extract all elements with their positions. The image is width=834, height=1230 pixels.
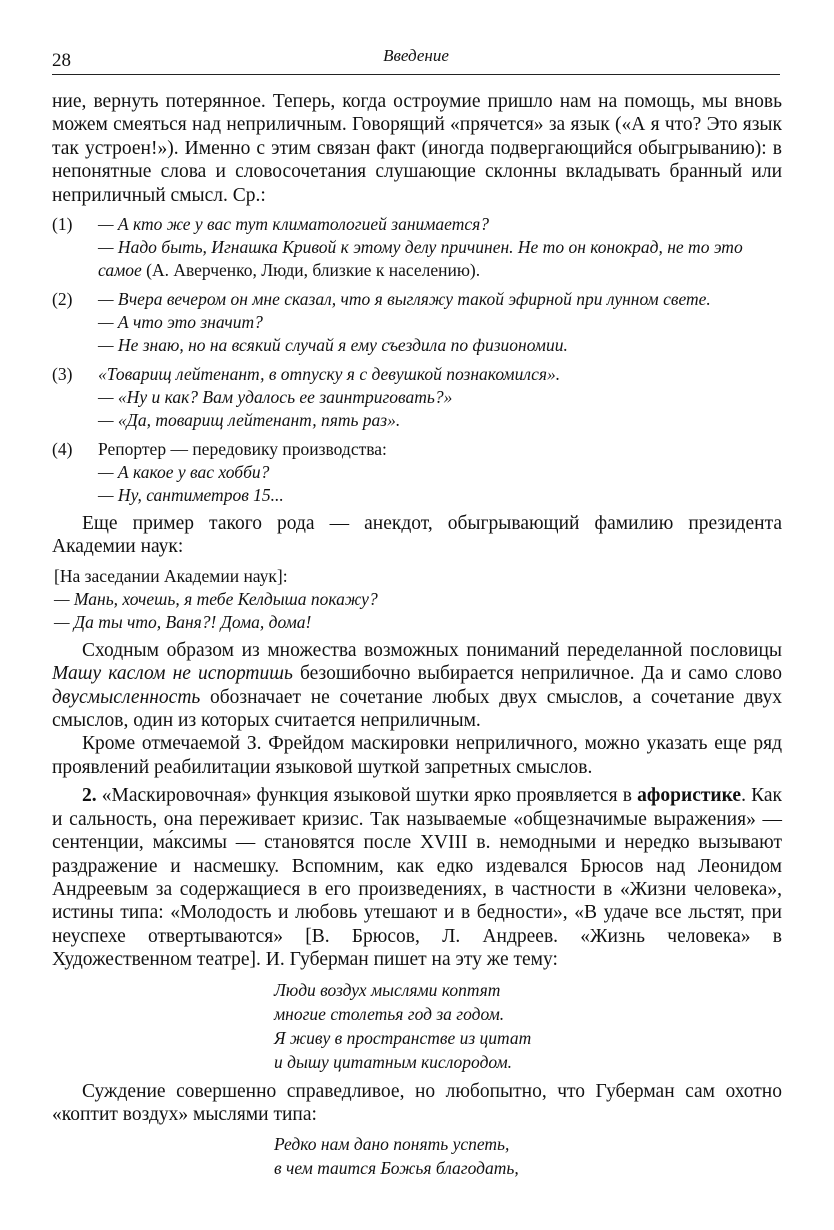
poem-line: Редко нам дано понять успеть, [274,1134,510,1155]
example-4 [52,438,782,507]
running-title: Введение [383,46,449,65]
poem-quote [274,978,782,1074]
paragraph-continuation: ние, вернуть потерянное. Теперь, когда остроумие пришло нам на помощь, мы вновь можем смеяться над неприличным. Говорящий «прячется» за язык («А я что? Это язык так устроен!»). Именно с этим связан факт (иногда подвергающийся обыгрыванию): в непонятные слова и словосочетания слушающие склонны вкладывать бранный или неприличный смысл. Ср.: [52,91,782,206]
page-header [52,44,780,75]
example-line: — «Ну и как? Вам удалось ее заинтриговать?» [98,387,453,408]
term-ambiguity: двусмысленность [52,686,201,708]
example-number: (2) [52,289,73,310]
poem-line: многие столетья год за годом. [274,1003,505,1024]
example-number: (3) [52,364,73,385]
page-number: 28 [52,50,71,71]
paragraph-similar: Сходным образом из множества возможных пониманий переделанной пословицы Машу каслом не испортишь безошибочно выбирается неприличное. Да и само слово двусмысленность обозначает не сочетание любых двух смыслов, а сочетание двух смыслов, один из которых считается неприличным. [52,639,783,732]
example-line: «Товарищ лейтенант, в отпуску я с девушкой познакомился». [98,364,561,385]
anecdote-line: — Да ты что, Ваня?! Дома, дома! [54,611,312,632]
anecdote-quote [52,565,782,634]
example-1 [52,213,782,282]
poem-line: в чем таится Божья благодать, [274,1158,519,1179]
example-source: (А. Аверченко, Люди, близкие к населению). [141,260,481,281]
body-text [52,90,782,1186]
paragraph-aphoristics: 2. «Маскировочная» функция языковой шутки ярко проявляется в афористике. Как и сальность, она переживает кризис. Так называемые «общезначимые выражения» — сентенции, ма́ксимы — становятся после XVIII в. немодными и нередко вызывают раздражение и насмешку. Вспомним, как едко издевался Брюсов над Леонидом Андреевым за содержащиеся в его произведениях, в частности в «Жизни человека», истины типа: «Молодость и любовь утешают и в бедности», «В удаче все льстят, при неуспехе отвертываются» [В. Брюсов, Л. Андреев. «Жизнь человека» в Художественном театре]. И. Губерман пишет на эту же тему: [52,785,782,971]
example-line: — Не знаю, но на всякий случай я ему съездила по физиономии. [98,335,568,356]
poem-line: и дышу цитатным кислородом. [274,1051,513,1072]
poem-quote-2 [274,1132,782,1180]
example-number: (4) [52,439,73,460]
anecdote-setting: [На заседании Академии наук]: [54,565,288,586]
example-line: — Надо быть, Игнашка Кривой к этому делу причинен. Не то он конокрад, не то это самое [98,237,743,281]
proverb: Машу каслом не испортишь [52,663,293,685]
example-2 [52,288,782,357]
example-3 [52,363,782,432]
paragraph-freud: Кроме отмечаемой З. Фрейдом маскировки неприличного, можно указать еще ряд проявлений реабилитации языковой шуткой запретных смыслов. [52,733,782,778]
example-line: — А какое у вас хобби? [98,462,270,483]
example-intro: Репортер — передовику производства: [98,439,387,460]
example-line: — Вчера вечером он мне сказал, что я выгляжу такой эфирной при лунном свете. [98,289,711,310]
example-line: — «Да, товарищ лейтенант, пять раз». [98,410,401,431]
paragraph-anecdote-intro: Еще пример такого рода — анекдот, обыгрывающий фамилию президента Академии наук: [52,513,782,558]
anecdote-line: — Мань, хочешь, я тебе Келдыша покажу? [54,588,378,609]
term-aphoristics: афористике [637,785,742,807]
poem-line: Я живу в пространстве из цитат [274,1027,532,1048]
example-line: — А что это значит? [98,312,263,333]
example-number: (1) [52,214,73,235]
example-line: — Ну, сантиметров 15... [98,485,284,506]
example-line: — А кто же у вас тут климатологией занимается? [98,214,490,235]
section-number: 2. [82,785,97,807]
poem-line: Люди воздух мыслями коптят [274,979,501,1000]
paragraph-guberman: Суждение совершенно справедливое, но любопытно, что Губерман сам охотно «коптит воздух» мыслями типа: [52,1080,782,1125]
